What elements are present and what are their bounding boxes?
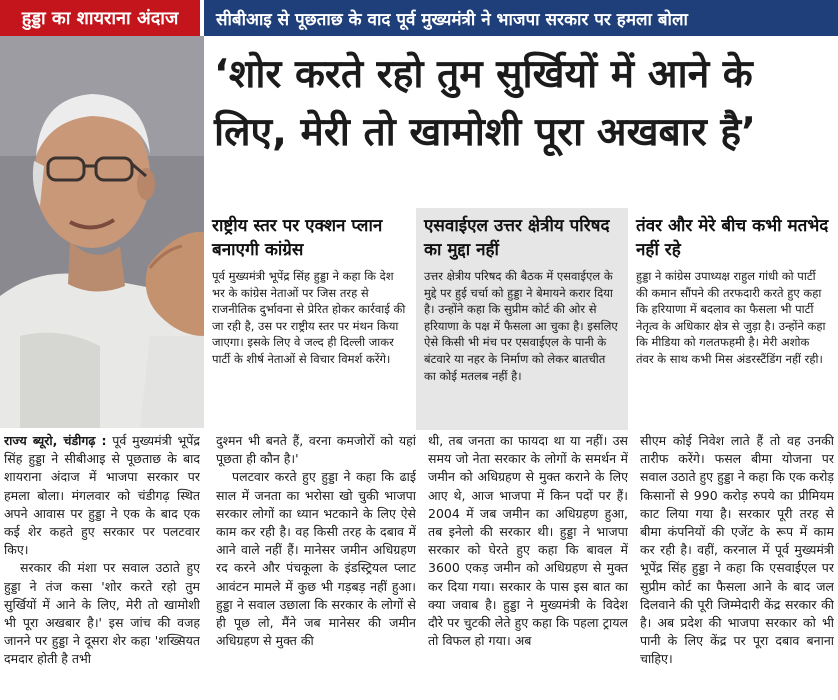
body-column-2 xyxy=(216,432,416,700)
dateline: राज्य ब्यूरो, चंडीगढ़ : xyxy=(4,433,107,448)
paragraph: पलटवार करते हुए हुड्डा ने कहा कि ढाई साल में जनता का भरोसा खो चुकी भाजपा सरकार लोगों का ध्यान भटकाने के लिए ऐसे काम कर रही है। वह किसी तरह के दबाव में आने वाले नहीं हैं। मानेसर जमीन अधिग्रहण रद करने और पंचकूला के इंडस्ट्रियल प्लाट आवंटन मामले में कुछ भी गड़बड़ नहीं हुआ। हुड्डा ने सवाल उछाला कि सरकार के लोगों से ही पूछ लो, मैंने जब मानेसर की जमीन अधिग्रहण से मुक्त की xyxy=(216,469,416,649)
substory-title: राष्ट्रीय स्तर पर एक्शन प्लान बनाएगी कांग्रेस xyxy=(212,216,383,260)
headline-line-1: ‘शोर करते रहो तुम सुर्खियों में आने के xyxy=(214,52,753,97)
body-column-1 xyxy=(4,432,200,700)
body-column-3 xyxy=(428,432,628,700)
substory-tanwar xyxy=(628,208,838,430)
substory-body: पूर्व मुख्यमंत्री भूपेंद्र सिंह हुड्डा ने कहा कि देश भर के कांग्रेस नेताओं पर जिस तरह से राजनीतिक दुर्भावना से प्रेरित होकर कार्रवाई की जा रही है, उस पर राष्ट्रीय स्तर पर मंथन किया जाएगा। इसके लिए वे जल्द ही दिल्ली जाकर पार्टी के शीर्ष नेताओं से विचार विमर्श करेंगे। xyxy=(212,269,406,366)
headline-line-2: लिए, मेरी तो खामोशी पूरा अखबार है’ xyxy=(214,110,756,155)
politician-photo xyxy=(0,36,204,428)
substory-title: तंवर और मेरे बीच कभी मतभेद नहीं रहे xyxy=(636,216,829,260)
section-tag: हुड्डा का शायराना अंदाज xyxy=(0,0,200,36)
substory-congress-action-plan xyxy=(204,208,416,430)
substory-body: हुड्डा ने कांग्रेस उपाध्यक्ष राहुल गांधी को पार्टी की कमान सौंपने की तरफदारी करते हुए कहा कि हरियाणा में बदलाव का फैसला भी पार्टी नेतृत्व के अधिकार क्षेत्र से जुड़ा है। उन्होंने कहा कि मीडिया को गलतफहमी है। मेरी अशोक तंवर के साथ कभी मिस अंडरस्टैंडिंग नहीं रही। xyxy=(636,269,826,366)
photo-illustration xyxy=(0,36,204,428)
substory-syl-council xyxy=(416,208,628,430)
paragraph: पूर्व मुख्यमंत्री भूपेंद्र सिंह हुड्डा ने सीबीआइ से पूछताछ के बाद शायराना अंदाज में भाजपा सरकार पर हमला बोला। मंगलवार को चंडीगढ़ स्थित अपने आवास पर हुड्डा ने एक के बाद एक कई शेर कहते हुए सरकार पर पलटवार किए। xyxy=(4,433,200,558)
substory-body: उत्तर क्षेत्रीय परिषद की बैठक में एसवाईएल के मुद्दे पर हुई चर्चा को हुड्डा ने बेमायने करार दिया है। उन्होंने कहा कि सुप्रीम कोर्ट की ओर से हरियाणा के पक्ष में फैसला आ चुका है। इसलिए ऐसे किसी भी मंच पर एसवाईएल के पानी के बंटवारे या नहर के निर्माण को लेकर बातचीत का कोई मतलब नहीं है। xyxy=(424,269,618,383)
paragraph: सरकार की मंशा पर सवाल उठाते हुए हुड्डा ने तंज कसा 'शोर करते रहो तुम सुर्खियों में आने के लिए, मेरी तो खामोशी भी पूरा अखबार है।' इस जांच की वजह जानने पर हुड्डा ने दूसरा शेर कहा 'शख्सियत दमदार होती है तभी xyxy=(4,560,200,667)
paragraph: सीएम कोई निवेश लाते हैं तो वह उनकी तारीफ करेंगे। फसल बीमा योजना पर सवाल उठाते हुए हुड्डा ने कहा कि एक करोड़ किसानों से 990 करोड़ रुपये का प्रीमियम काट लिया गया है। सरकार पूरी तरह से बीमा कंपनियों की एजेंट के रूप में काम कर रही है। वहीं, करनाल में पूर्व मुख्यमंत्री भूपेंद्र सिंह हुड्डा ने कहा कि एसवाईएल पर सुप्रीम कोर्ट का फैसला आने के बाद जल दिलवाने की पूरी जिम्मेदारी केंद्र सरकार की है। अब प्रदेश की भाजपा सरकार को भी पानी के लिए केंद्र पर पूरा दबाव बनाना चाहिए। xyxy=(640,433,834,667)
substory-title: एसवाईएल उत्तर क्षेत्रीय परिषद का मुद्दा नहीं xyxy=(424,216,610,260)
paragraph: थी, तब जनता का फायदा था या नहीं। उस समय जो नेता सरकार के लोगों के समर्थन में जमीन को अधिग्रहण से मुक्त कराने के लिए आए थे, आज भाजपा में किन पदों पर हैं। 2004 में जब जमीन का अधिग्रहण हुआ, तब इनेलो की सरकार थी। हुड्डा ने भाजपा सरकार को घेरते हुए कहा कि बावल में 3600 एकड़ जमीन को अधिग्रहण से मुक्त कर दिया गया। सरकार के पास इस बात का क्या जवाब है। हुड्डा ने मुख्यमंत्री के विदेश दौरे पर चुटकी लेते हुए कहा कि पहला ट्रायल तो विफल हो गया। अब xyxy=(428,433,628,649)
body-column-4 xyxy=(640,432,834,700)
paragraph: दुश्मन भी बनते हैं, वरना कमजोरों को यहां पूछता ही कौन है।' xyxy=(216,433,416,467)
kicker-bar: सीबीआइ से पूछताछ के वाद पूर्व मुख्यमंत्री ने भाजपा सरकार पर हमला बोला xyxy=(204,0,838,36)
headline xyxy=(214,46,834,162)
